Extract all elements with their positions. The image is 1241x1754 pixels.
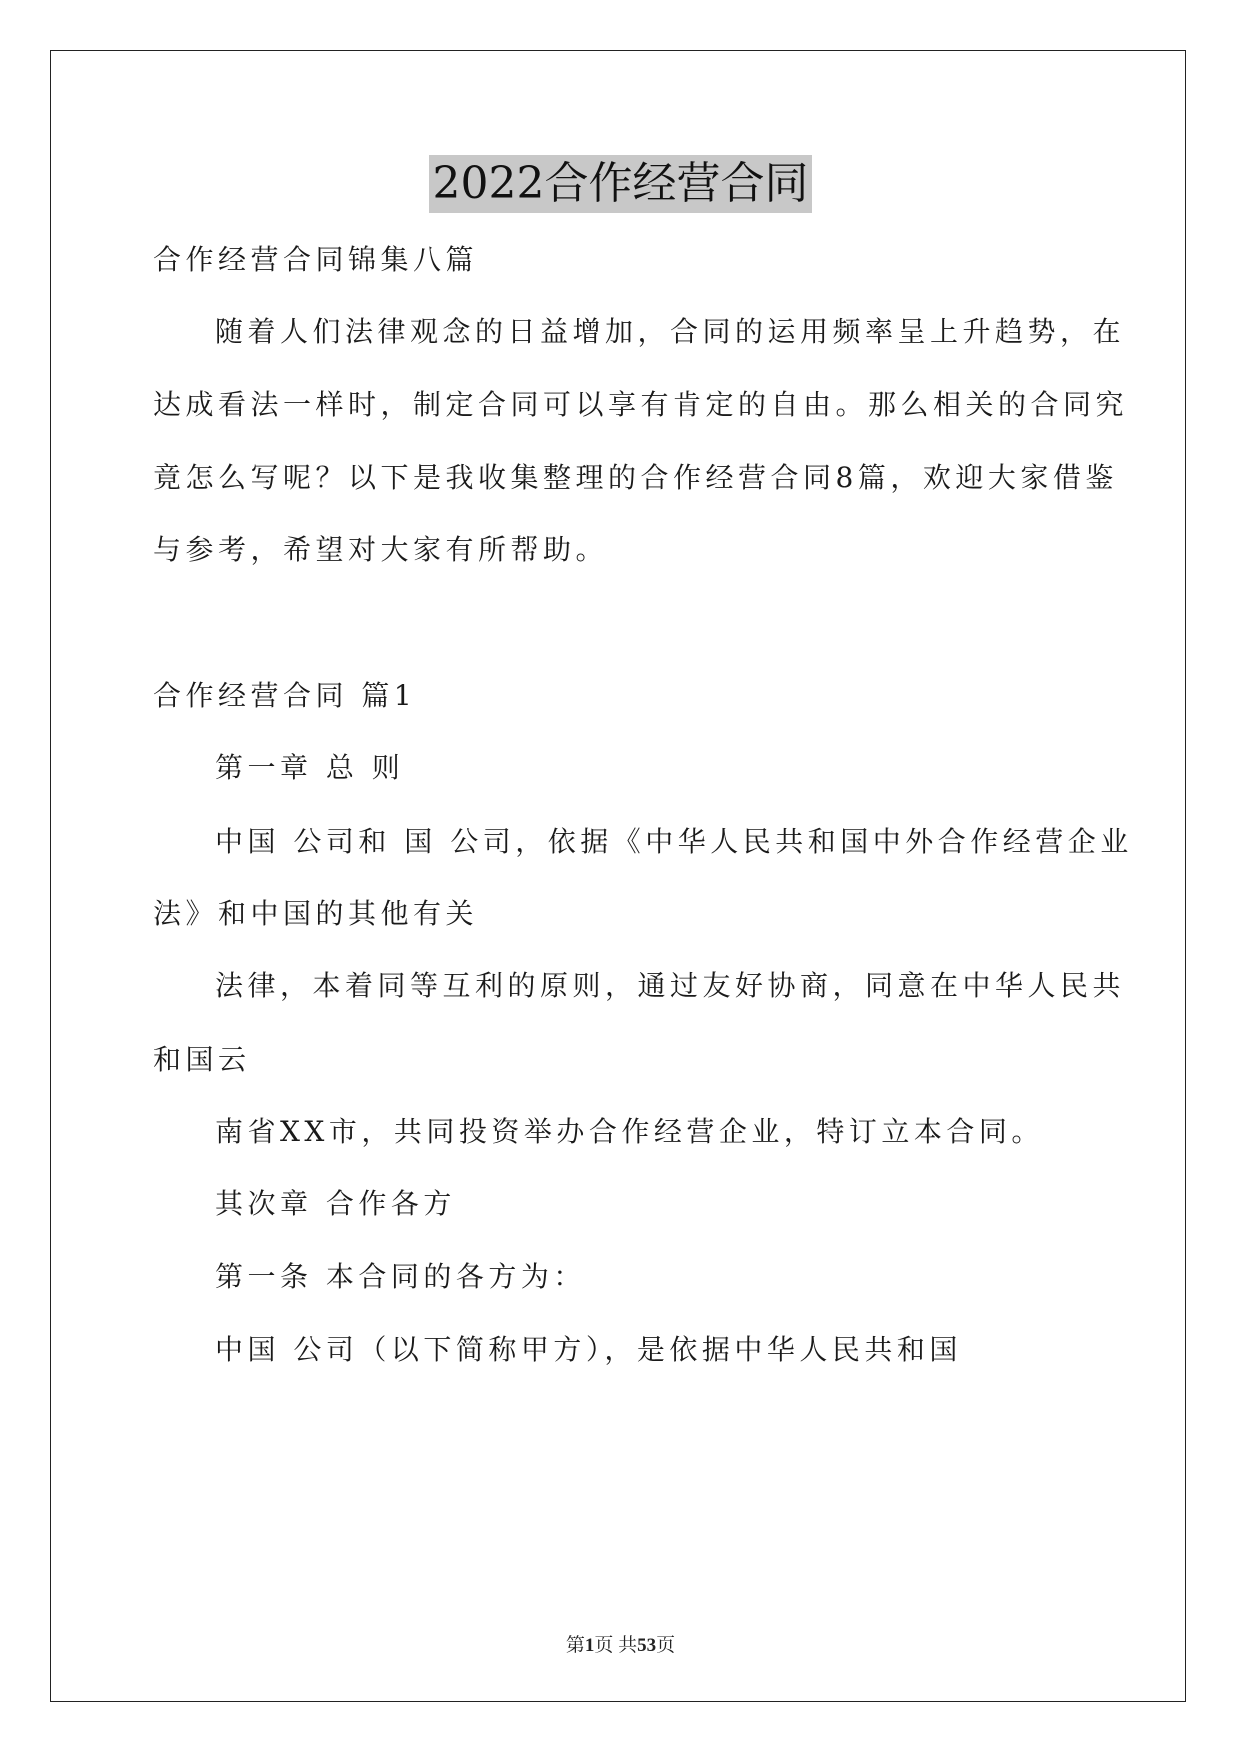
- body-line-2: 法》和中国的其他有关: [153, 897, 479, 930]
- intro-line-2: 达成看法一样时，制定合同可以享有肯定的自由。那么相关的合同究: [153, 388, 1129, 421]
- document-title-wrapper: [0, 155, 1241, 213]
- page-footer: [0, 1630, 1241, 1657]
- document-subtitle: 合作经营合同锦集八篇: [153, 243, 479, 276]
- footer-suffix: 页: [656, 1635, 676, 1656]
- party-a-line: 中国 公司（以下简称甲方），是依据中华人民共和国: [215, 1333, 962, 1366]
- section-heading: 合作经营合同 篇1: [153, 679, 417, 712]
- footer-total-pages: 53: [637, 1635, 657, 1656]
- intro-line-4: 与参考，希望对大家有所帮助。: [153, 533, 609, 566]
- body-line-1: 中国 公司和 国 公司，依据《中华人民共和国中外合作经营企业: [215, 825, 1133, 858]
- footer-mid: 页 共: [594, 1635, 638, 1656]
- intro-line-1: 随着人们法律观念的日益增加，合同的运用频率呈上升趋势，在: [215, 315, 1126, 348]
- document-title: 2022合作经营合同: [429, 155, 813, 213]
- article-1: 第一条 本合同的各方为：: [215, 1260, 586, 1293]
- intro-line-3: 竟怎么写呢？以下是我收集整理的合作经营合同8篇，欢迎大家借鉴: [153, 461, 1118, 494]
- body-line-4: 和国云: [153, 1043, 251, 1076]
- chapter-heading-2: 其次章 合作各方: [215, 1187, 456, 1220]
- body-line-3: 法律，本着同等互利的原则，通过友好协商，同意在中华人民共: [215, 969, 1126, 1002]
- chapter-heading-1: 第一章 总 则: [215, 751, 405, 784]
- body-line-5: 南省XX市，共同投资举办合作经营企业，特订立本合同。: [215, 1115, 1044, 1148]
- page-border: [50, 50, 1186, 1702]
- footer-prefix: 第: [565, 1635, 585, 1656]
- footer-current-page: 1: [584, 1635, 595, 1656]
